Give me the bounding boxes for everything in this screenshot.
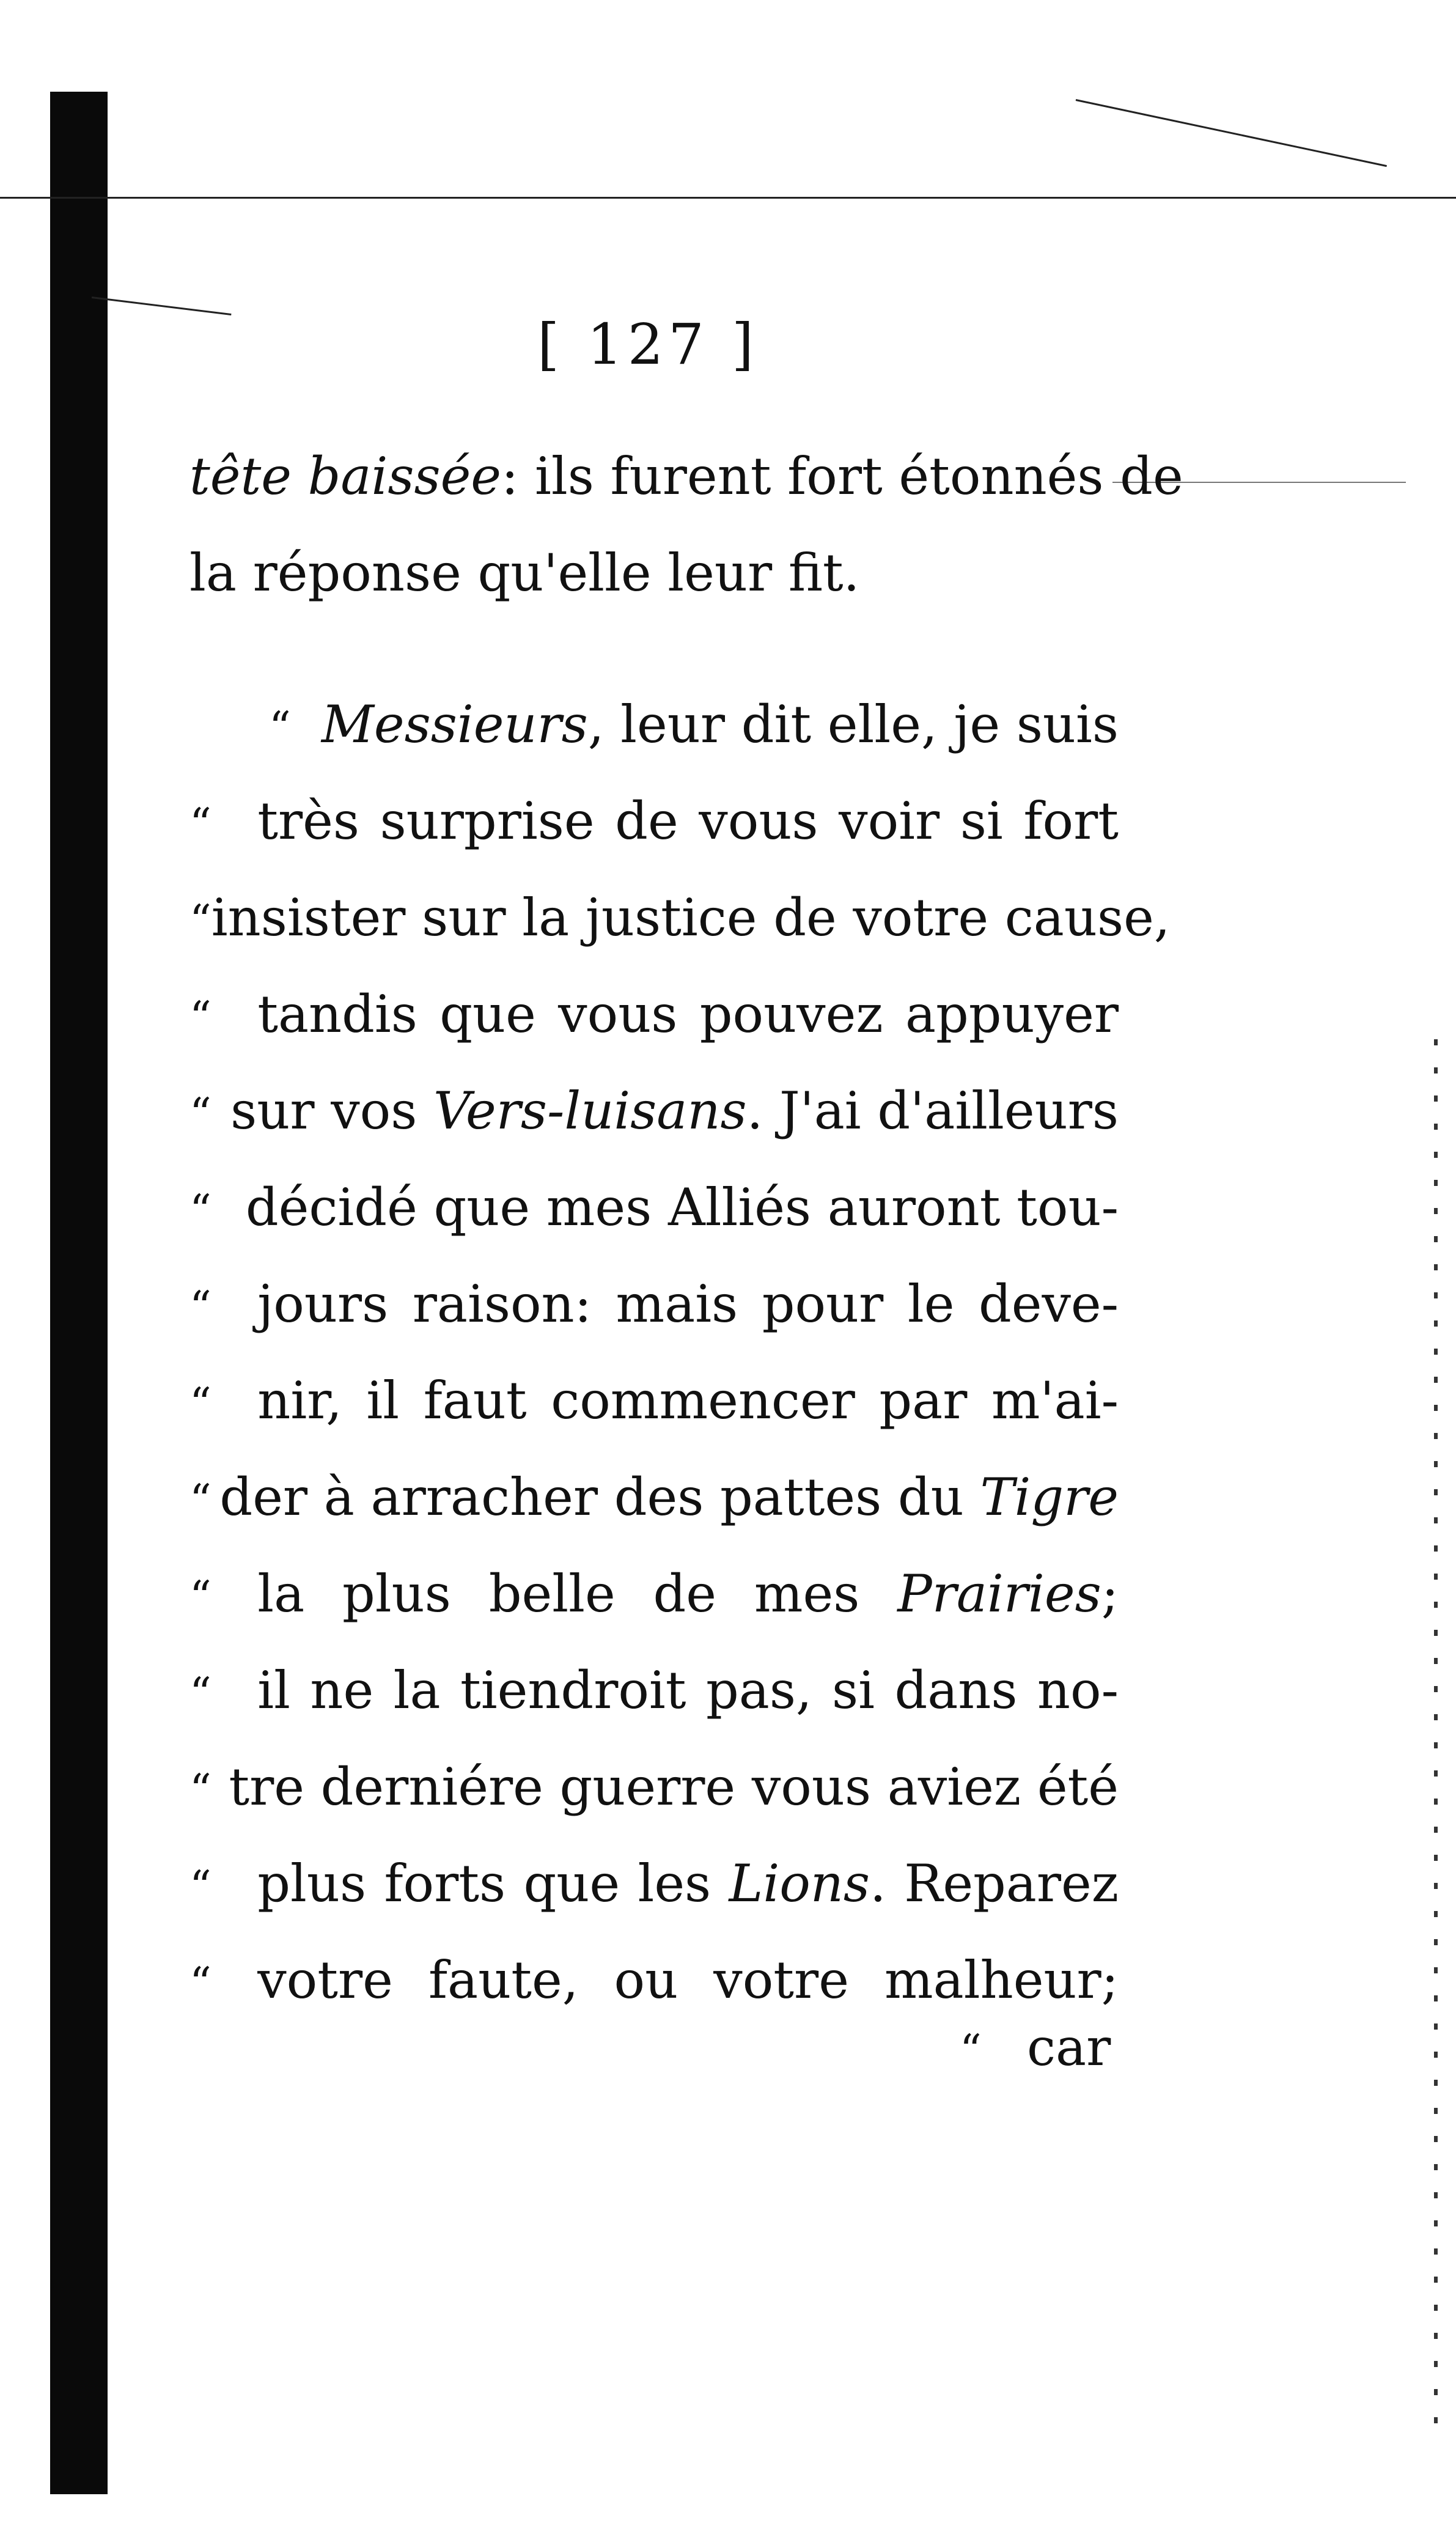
speech-line — [189, 1932, 1119, 2028]
italic-phrase: Lions — [729, 1854, 870, 1913]
text-fragment: : ils furent fort étonnés de — [501, 446, 1183, 506]
speech-run — [257, 1835, 1119, 1932]
italic-phrase: Messieurs — [321, 694, 588, 754]
page-text — [189, 428, 1183, 2028]
quote-mark: “ — [189, 1668, 211, 1718]
speech-run — [257, 1545, 1119, 1642]
italic-phrase: Prairies — [897, 1564, 1101, 1624]
speech-line — [189, 1545, 1119, 1642]
text-fragment: . J'ai d'ailleurs — [746, 1081, 1119, 1141]
speech-line — [189, 1449, 1119, 1545]
italic-phrase: Vers-luisans — [433, 1081, 747, 1141]
text-fragment: jours raison: mais pour le deve- — [257, 1274, 1119, 1334]
quote-mark: “ — [189, 1089, 211, 1139]
text-fragment: insister sur la justice de votre cause, — [211, 888, 1171, 948]
paragraph-gap — [189, 621, 1119, 676]
quote-mark: “ — [189, 1185, 211, 1235]
speech-line — [189, 1739, 1119, 1835]
speech-run — [257, 1352, 1119, 1449]
text-fragment: il ne la tiendroit pas, si dans no- — [257, 1660, 1119, 1720]
quote-mark: “ — [189, 1861, 211, 1912]
text-fragment: la plus belle de mes — [257, 1564, 898, 1624]
speech-run — [229, 1739, 1119, 1835]
text-fragment: tre derniére guerre vous aviez été — [229, 1757, 1119, 1817]
scan-artifact-line — [0, 197, 1456, 199]
text-fragment: , leur dit elle, je suis — [587, 694, 1119, 754]
speech-run — [246, 1159, 1119, 1256]
quote-mark: “ — [189, 1282, 211, 1332]
speech-run — [219, 1449, 1119, 1545]
text-fragment: nir, il faut commencer par m'ai- — [257, 1371, 1119, 1430]
quote-mark: “ — [189, 896, 211, 946]
speech-run — [257, 1932, 1119, 2028]
quote-mark: “ — [189, 1379, 211, 1429]
text-fragment: . Reparez — [869, 1854, 1119, 1913]
speech-line — [189, 1062, 1119, 1159]
scan-artifact-line — [1076, 99, 1387, 167]
text-fragment: ; — [1101, 1564, 1119, 1624]
binding-shadow — [50, 92, 108, 2494]
quote-mark: “ — [189, 1958, 211, 2008]
page-number: [ 127 ] — [537, 312, 759, 377]
quoted-speech — [189, 676, 1171, 2028]
text-fragment: la réponse qu'elle leur fit. — [189, 543, 860, 603]
quote-mark: “ — [189, 1572, 211, 1622]
text-fragment: votre faute, ou votre malheur; — [257, 1950, 1119, 2010]
speech-line — [189, 1256, 1119, 1352]
speech-line — [189, 1835, 1119, 1932]
speech-line — [189, 966, 1119, 1062]
speech-run — [257, 773, 1119, 869]
scan-artifact-dots — [1434, 1039, 1438, 2445]
catchword-text: car — [1027, 2017, 1111, 2077]
quote-mark: “ — [269, 702, 291, 753]
text-fragment: très surprise de vous voir si fort — [257, 791, 1119, 851]
quote-mark: “ — [189, 799, 211, 849]
quote-mark: “ — [189, 1475, 211, 1525]
italic-phrase: Tigre — [980, 1467, 1119, 1527]
quote-mark: “ — [189, 992, 211, 1042]
text-fragment: der à arracher des pattes du — [219, 1467, 980, 1527]
catchword — [960, 2017, 1111, 2077]
speech-run — [257, 966, 1119, 1062]
speech-run — [211, 869, 1171, 966]
text-fragment: tandis que vous pouvez appuyer — [257, 984, 1119, 1044]
speech-run — [257, 1256, 1119, 1352]
text-line — [189, 428, 1183, 525]
text-fragment: sur vos — [230, 1081, 434, 1141]
speech-line — [189, 1642, 1119, 1739]
text-fragment: plus forts que les — [257, 1854, 729, 1913]
speech-line — [189, 1159, 1119, 1256]
speech-line — [189, 773, 1119, 869]
speech-line — [189, 869, 1171, 966]
quote-mark: “ — [960, 2025, 982, 2075]
speech-line — [189, 1352, 1119, 1449]
text-fragment: décidé que mes Alliés auront tou- — [245, 1177, 1119, 1237]
quote-mark: “ — [189, 1765, 211, 1815]
speech-run — [230, 1062, 1119, 1159]
italic-phrase: tête baissée — [189, 446, 501, 506]
speech-run — [257, 1642, 1119, 1739]
speech-line — [189, 676, 1119, 773]
text-line — [189, 525, 1119, 621]
text-line-start — [189, 428, 1183, 525]
speech-run — [322, 676, 1119, 773]
